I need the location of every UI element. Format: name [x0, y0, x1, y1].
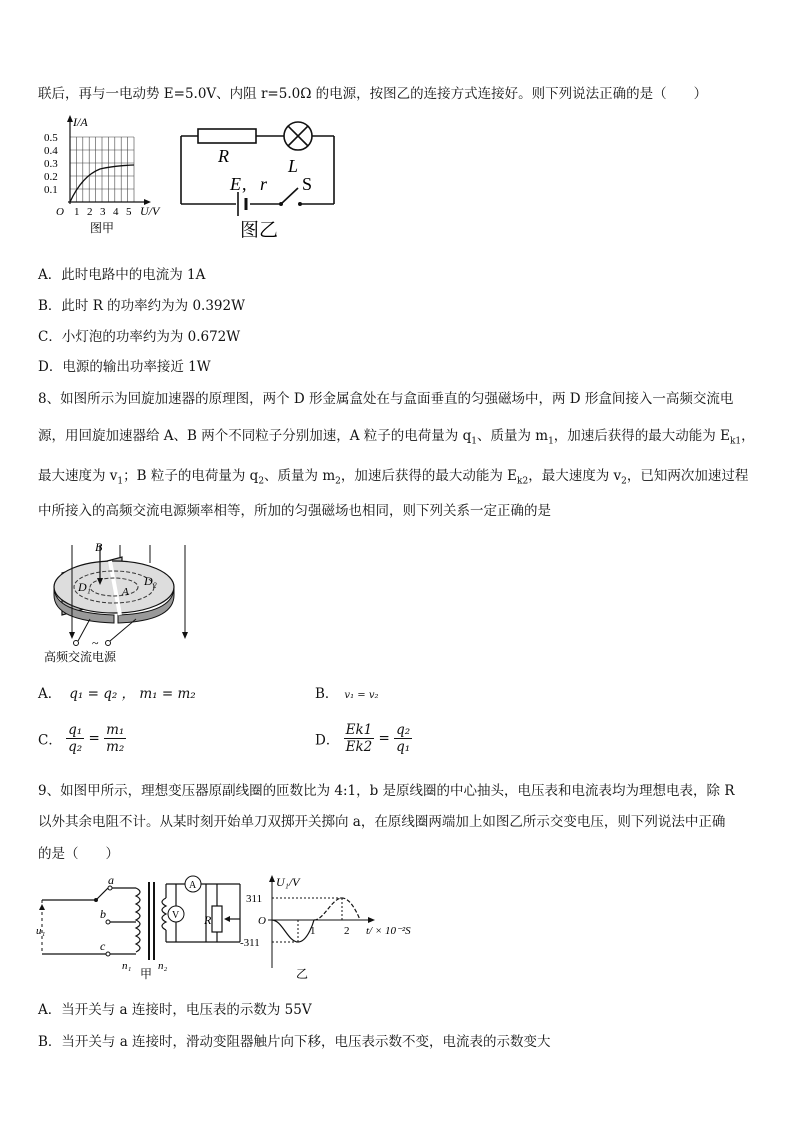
svg-text:B: B	[95, 540, 103, 554]
svg-text:0.1: 0.1	[44, 184, 58, 196]
svg-text:,: ,	[242, 174, 247, 194]
caption: 图乙	[240, 220, 279, 241]
svg-text:V: V	[172, 910, 180, 921]
svg-text:r: r	[260, 174, 268, 194]
q8-stem-2: 源，用回旋加速器给 A、B 两个不同粒子分别加速，A 粒子的电荷量为 $q_1$、质量为 $m_1$，加速后获得的最大动能为 $E_{k1}$，	[38, 428, 755, 447]
q7-option-b[interactable]: B．此时 R 的功率约为为 0.392W	[38, 298, 245, 314]
q8-option-b[interactable]: B． v₁ = v₂	[315, 686, 379, 702]
svg-text:L: L	[288, 156, 299, 176]
svg-text:~: ~	[92, 636, 99, 650]
svg-text:0.2: 0.2	[44, 171, 58, 183]
q8-option-c[interactable]: C． $\frac{\text{q₁}}{\text{q₂}}$ = $\frac{\text{m₁}}{\text{m₂}}$	[38, 722, 125, 755]
switch-s	[281, 188, 298, 204]
svg-text:u₁: u₁	[36, 925, 46, 937]
q9-stem-3: 的是（ ）	[38, 846, 119, 862]
resistor-r	[198, 129, 256, 143]
svg-text:a: a	[108, 873, 114, 887]
svg-text:A: A	[189, 880, 197, 891]
svg-text:n₂: n₂	[158, 960, 168, 972]
svg-text:D₂: D₂	[144, 574, 157, 588]
svg-text:R: R	[218, 146, 229, 166]
q7-figure-jia	[40, 112, 180, 242]
svg-text:1: 1	[310, 925, 316, 937]
q8-stem-4: 中所接入的高频交流电源频率相等，所加的匀强磁场也相同，则下列关系一定正确的是	[38, 503, 551, 519]
svg-text:5: 5	[126, 206, 132, 218]
q9-stem-1: 9、如图甲所示，理想变压器原副线圈的匝数比为 4:1，b 是原线圈的中心抽头，电压表和电流表均为理想电表，除 R	[38, 783, 735, 799]
q9-option-a[interactable]: A．当开关与 a 连接时，电压表的示数为 55V	[38, 1002, 312, 1018]
q9-transformer-figure	[36, 870, 258, 982]
svg-text:311: 311	[246, 893, 263, 905]
q7-figure-yi	[176, 118, 346, 244]
x-axis-label: U/V	[140, 204, 160, 218]
svg-text:U₁/V: U₁/V	[276, 875, 300, 889]
caption: 甲	[140, 967, 153, 981]
q7-option-d[interactable]: D．电源的输出功率接近 1W	[38, 359, 211, 375]
svg-text:c: c	[100, 939, 106, 953]
caption: 图甲	[90, 221, 115, 235]
q9-stem-2: 以外其余电阻不计。从某时刻开始单刀双掷开关掷向 a，在原线圈两端加上如图乙所示交变电压，则下列说法中正确	[38, 814, 726, 830]
q7-option-c[interactable]: C．小灯泡的功率约为为 0.672W	[38, 329, 241, 345]
svg-text:t/ × 10⁻²S: t/ × 10⁻²S	[366, 925, 411, 937]
q9-option-b[interactable]: B．当开关与 a 连接时，滑动变阻器触片向下移，电压表示数不变，电流表的示数变大	[38, 1034, 551, 1050]
svg-text:3: 3	[100, 206, 106, 218]
svg-text:1: 1	[74, 206, 80, 218]
caption: 乙	[296, 967, 309, 981]
q8-option-d[interactable]: D． $\frac{Ek1}{Ek2}$ = $\frac{\text{q₂}}{\text{q₁}}$	[315, 722, 411, 755]
svg-text:O: O	[258, 915, 266, 927]
q8-stem-1: 8、如图所示为回旋加速器的原理图，两个 D 形金属盒处在与盒面垂直的匀强磁场中，两 D 形盒间接入一高频交流电	[38, 391, 734, 407]
svg-text:A: A	[122, 586, 129, 598]
caption: 高频交流电源	[44, 650, 117, 664]
svg-text:O: O	[56, 206, 64, 218]
svg-text:2: 2	[87, 206, 93, 218]
svg-text:R: R	[204, 913, 212, 927]
svg-text:n₁: n₁	[122, 960, 132, 972]
y-axis-label: I/A	[73, 115, 88, 129]
svg-text:E: E	[230, 174, 241, 194]
svg-text:0.3: 0.3	[44, 158, 58, 170]
q7-stem: 联后，再与一电动势 E=5.0V、内阻 r=5.0Ω 的电源，按图乙的连接方式连接好。则下列说法正确的是（ ）	[38, 86, 708, 102]
svg-text:0.5: 0.5	[44, 132, 58, 144]
q8-cyclotron-figure	[40, 535, 200, 665]
q9-voltage-graph	[238, 872, 428, 982]
q7-option-a[interactable]: A．此时电路中的电流为 1A	[38, 267, 206, 283]
q8-stem-3: 最大速度为 $v_1$；B 粒子的电荷量为 $q_2$、质量为 $m_2$，加速后获得的最大动能为 $E_{k2}$，最大速度为 $v_2$，已知两次加速过程	[38, 468, 749, 487]
svg-text:S: S	[302, 174, 313, 194]
svg-text:2: 2	[344, 925, 350, 937]
svg-text:4: 4	[113, 206, 119, 218]
q8-option-a[interactable]: A． q₁ = q₂ ， m₁ = m₂	[38, 686, 196, 702]
svg-text:b: b	[100, 907, 106, 921]
svg-text:D₁: D₁	[78, 580, 91, 594]
svg-text:0.4: 0.4	[44, 145, 58, 157]
svg-text:-311: -311	[240, 937, 260, 949]
